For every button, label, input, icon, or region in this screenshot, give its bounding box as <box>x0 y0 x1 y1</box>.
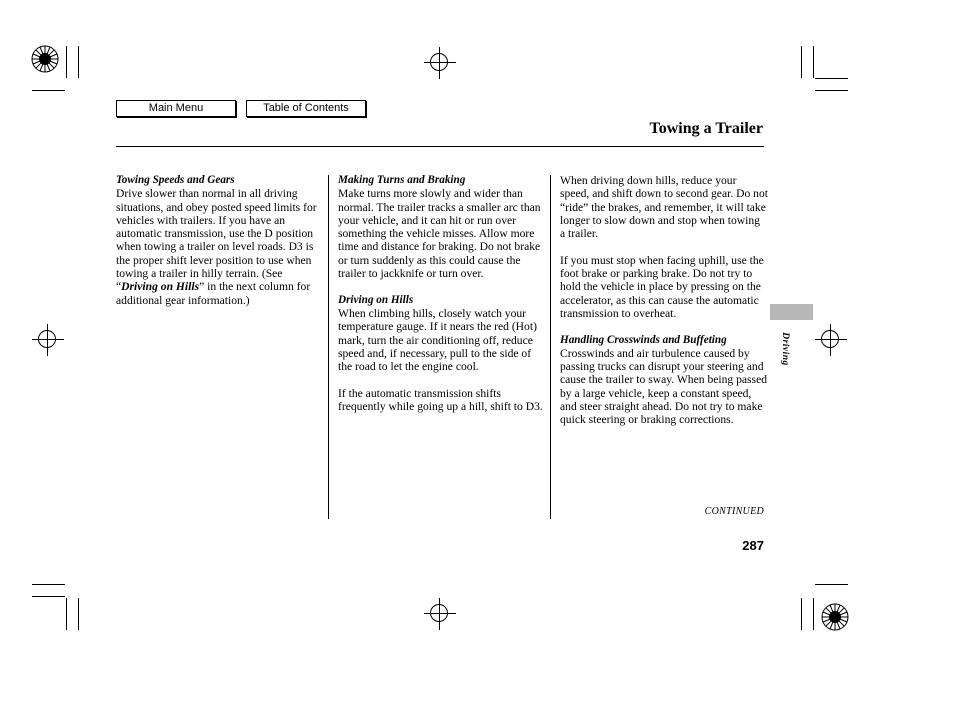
title-rule <box>116 146 764 147</box>
column-divider <box>328 175 329 519</box>
column-divider <box>550 175 551 519</box>
section-tab-marker[interactable] <box>770 304 813 320</box>
paragraph-making-turns: Make turns more slowly and wider than normal. The trailer tracks a smaller arc than your vehicle, and it can hit or run over something the vehicle misses. Allow more time and distance for braking. Do not brake or turn suddenly as this could cause the trailer to jackknife or turn over. <box>338 187 541 281</box>
heading-driving-on-hills: Driving on Hills <box>338 293 414 306</box>
page-number: 287 <box>742 538 764 553</box>
paragraph-driving-down-hills: When driving down hills, reduce your speed, and shift down to second gear. Do not “ride” the brakes, and remember, it will take longer to slow down and stop when towing a trailer. <box>560 174 769 241</box>
cross-reference-driving-on-hills[interactable]: Driving on Hills <box>121 280 200 294</box>
sunburst-mark-bottom-right <box>820 602 850 632</box>
heading-towing-speeds: Towing Speeds and Gears <box>116 174 235 186</box>
main-menu-button[interactable]: Main Menu <box>116 100 236 117</box>
sunburst-mark-top-left <box>30 44 60 74</box>
paragraph-stop-uphill: If you must stop when facing uphill, use the foot brake or parking brake. Do not try to hold the vehicle in place by pressing on the accelerator, as this can cause the automatic transmission to overheat. <box>560 253 764 320</box>
body-text: Drive slower than normal in all driving situations, and obey posted speed limits for vehicles with trailers. If you have an automatic transmission, use the D position when towing a trailer on level roads. D3 is the proper shift lever position to use when towing a trailer in hilly terrain. (See “ <box>116 187 317 294</box>
paragraph-towing-speeds <box>116 187 324 307</box>
table-of-contents-button[interactable]: Table of Contents <box>246 100 366 117</box>
continued-label: CONTINUED <box>704 506 764 517</box>
body-text: ” in the next column for additional gear information.) <box>116 280 311 307</box>
heading-crosswinds: Handling Crosswinds and Buffeting <box>560 333 727 346</box>
heading-making-turns: Making Turns and Braking <box>338 174 466 186</box>
left-column <box>116 174 324 320</box>
page-title: Towing a Trailer <box>649 120 763 137</box>
middle-column <box>338 174 546 427</box>
paragraph-crosswinds: Crosswinds and air turbulence caused by passing trucks can disrupt your steering and cause the trailer to sway. When being passed by a large vehicle, keep a constant speed, and steer straight ahead. Do not try to make quick steering or braking corrections. <box>560 346 768 427</box>
paragraph-transmission-shifts: If the automatic transmission shifts frequently while going up a hill, shift to D3. <box>338 386 543 414</box>
right-column <box>560 174 768 440</box>
section-tab-label: Driving <box>779 332 790 366</box>
paragraph-driving-on-hills: When climbing hills, closely watch your temperature gauge. If it nears the red (Hot) mark, turn the air conditioning off, reduce speed and, if necessary, pull to the side of the road to let the engine cool. <box>338 306 537 374</box>
